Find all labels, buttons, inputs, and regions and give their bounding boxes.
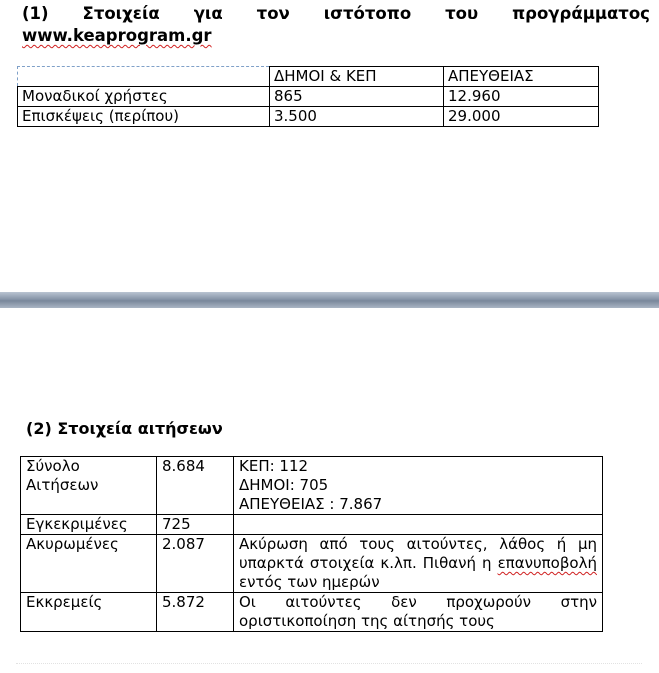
table-row <box>21 457 603 515</box>
column-header-municipalities-kep: ΔΗΜΟΙ & ΚΕΠ <box>270 67 444 87</box>
detail-line: ΚΕΠ: 112 <box>239 457 309 475</box>
section2-heading: (2) Στοιχεία αιτήσεων <box>26 419 223 438</box>
detail-text: εντός των ημερών <box>239 573 380 591</box>
heading-word: του <box>445 4 479 23</box>
heading-word: προγράμματος <box>512 4 650 23</box>
row-label <box>21 457 157 515</box>
applications-table <box>20 456 603 632</box>
row-label: Ακυρωμένες <box>21 535 157 593</box>
table-cell: 3.500 <box>270 107 444 127</box>
heading-word: (1) <box>22 4 49 23</box>
table-row <box>21 535 603 593</box>
heading-word: ιστότοπο <box>323 4 412 23</box>
detail-cell <box>234 535 603 593</box>
row-label-line: Σύνολο <box>26 457 80 475</box>
row-label: Επισκέψεις (περίπου) <box>18 107 270 127</box>
table-cell: 29.000 <box>444 107 599 127</box>
page-divider <box>0 292 659 308</box>
table-row <box>21 593 603 632</box>
row-label: Εκκρεμείς <box>21 593 157 632</box>
detail-cell <box>234 457 603 515</box>
table-row <box>21 515 603 535</box>
detail-cell: Οι αιτούντες δεν προχωρούν στην οριστικοποίηση της αίτησής τους <box>234 593 603 632</box>
value-cell: 8.684 <box>157 457 234 515</box>
detail-text: Ακύρωση από τους αιτούντες, λάθος ή μη υπαρκτά στοιχεία κ.λπ. Πιθανή η <box>239 535 597 572</box>
website-url: www.keaprogram.gr <box>22 26 212 45</box>
website-stats-table <box>17 66 599 127</box>
value-cell: 2.087 <box>157 535 234 593</box>
value-cell: 5.872 <box>157 593 234 632</box>
section1-heading <box>22 3 650 47</box>
page-bottom-rule <box>16 663 642 664</box>
table-header-row <box>18 67 599 87</box>
column-header-direct: ΑΠΕΥΘΕΙΑΣ <box>444 67 599 87</box>
table-cell: 12.960 <box>444 87 599 107</box>
row-label: Μοναδικοί χρήστες <box>18 87 270 107</box>
detail-line: ΑΠΕΥΘΕΙΑΣ : 7.867 <box>239 495 383 513</box>
table-row <box>18 87 599 107</box>
spellcheck-flagged-word: επανυποβολή <box>497 554 597 572</box>
value-cell: 725 <box>157 515 234 535</box>
row-label-line: Αιτήσεων <box>26 476 99 494</box>
section1-heading-line <box>22 3 650 25</box>
table-cell: 865 <box>270 87 444 107</box>
detail-cell <box>234 515 603 535</box>
heading-word: Στοιχεία <box>82 4 160 23</box>
detail-line: ΔΗΜΟΙ: 705 <box>239 476 329 494</box>
heading-word: για <box>193 4 223 23</box>
table-corner-cell <box>18 67 270 87</box>
table-row <box>18 107 599 127</box>
row-label: Εγκεκριμένες <box>21 515 157 535</box>
heading-word: τον <box>256 4 290 23</box>
